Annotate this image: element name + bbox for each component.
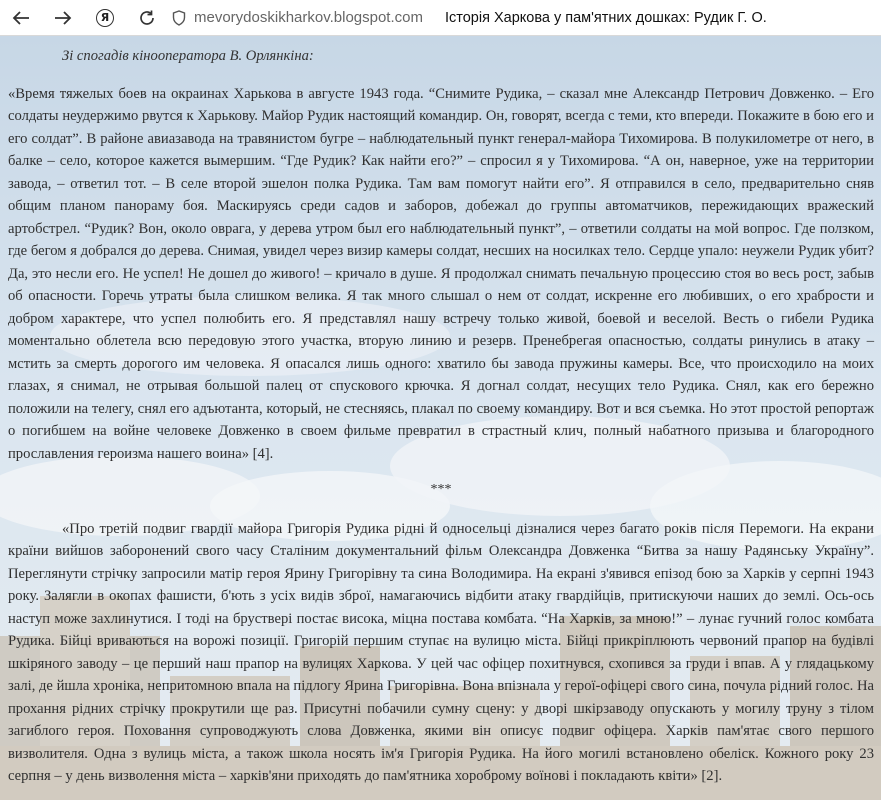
address-bar[interactable] [172,4,767,32]
reload-icon[interactable] [136,7,158,29]
page-title: Історія Харкова у пам'ятних дошках: Рудик Г. О. [444,9,767,26]
browser-toolbar [0,0,881,36]
yandex-icon[interactable] [94,7,116,29]
yandex-letter: Я [96,9,114,27]
quote-paragraph-ukrainian: «Про третій подвиг гвардії майора Григорія Рудика рідні й односельці дізналися через багато років після Перемоги. На екрани країни вийшов заборонений свого часу Сталіним документальний фільм Олександра Довженка “Битва за нашу Радянську Україну”. Переглянути стрічку запросили матір героя Ярину Григорівну та сина Володимира. На екрані з'явився епізод бою за Харків у серпні 1943 року. Залягли в окопах фашисти, б'ють з усіх видів зброї, намагаючись відбити атаку гвардійців, притискуючи наших до землі. Ось-ось наступ може захлинутися. І тоді на бруствері постає висока, міцна постава комбата. “На Харків, за мною!” – лунає гучний голос комбата Рудика. Бійці вриваються на ворожі позиції. Григорій першим ступає на вулицю міста. Бійці прикріплюють червоний прапор на будівлі шкіряного заводу – це перший наш прапор на вулицях Харкова. У цей час офіцер похитнувся, схопився за груди і впав. А у глядацькому залі, де йшла хроніка, непритомною впала на підлогу Ярина Григорівна. Вона впізнала у герої-офіцері свого сина, почула рідний голос. На прохання рідних стрічку прокрутили ще раз. Присутні побачили сумну сцену: у дворі шкірзаводу опускають у могилу труну з тілом загиблого героя. Поховання супроводжують слова Довженка, якими він описує подвиг офіцера. Харків пам'ятає свого першого визволителя. Одна з вулиць міста, а також школа носять ім'я Григорія Рудика. На його могилі встановлено обеліск. Кожного року 23 серпня – у день визволення міста – харків'яни приходять до пам'ятника хороброму воїнові і покладають квіти» [2]. [8,520,874,784]
back-arrow-icon[interactable] [10,7,32,29]
article-body [8,36,874,788]
page-content [0,36,881,800]
section-separator: *** [430,482,452,497]
url-text: mevorydoskikharkov.blogspot.com [194,9,423,26]
memoir-caption: Зі спогадів кінооператора В. Орлянкіна: [62,48,314,64]
forward-arrow-icon[interactable] [52,7,74,29]
quote-paragraph-russian: «Время тяжелых боев на окраинах Харькова в августе 1943 года. “Снимите Рудика, – сказал мне Александр Петрович Довженко. – Его солдаты неудержимо рвутся к Харькову. Майор Рудик настоящий командир. Он, говорят, всегда с теми, кто впереди. Покажите в бою его и его солдат”. В районе авиазавода на травянистом бугре – наблюдательный пункт генерал-майора Тихомирова. В полукилометре от него, в балке – село, которое кажется вымершим. “Где Рудик? Как найти его?” – спросил я у Тихомирова. “А он, наверное, уже на территории завода, – ответил тот. – В селе второй эшелон полка Рудика. Там вам помогут найти его”. Я отправился в село, предварительно сняв общим планом панораму боя. Маскируясь среди садов и заборов, добежал до группы автоматчиков, пережидающих вражеский артобстрел. “Рудик? Вон, около оврага, у дерева утром был его наблюдательный пункт”, – ответили солдаты на мой вопрос. Где ползком, где бегом я добрался до дерева. Снимая, увидел через визир камеры солдат, несших на носилках тело. Сердце упало: неужели Рудик убит? Да, это несли его. Не успел! Не дошел до живого! – кричало в душе. Я продолжал снимать печальную процессию стоя во весь рост, забыв об опасности. Горечь утраты была слишком велика. Я так много слышал о нем от солдат, искренне его любивших, о его храбрости и добром характере, что успел полюбить его. Я представлял нашу встречу только живой, боевой и веселой. Весть о гибели Рудика моментально облетела всю передовую этого участка, вторую линию и резерв. Пренебрегая опасностью, солдаты ринулись в атаку – мстить за смерть дорогого им человека. Я опасался лишь одного: хватило бы завода пружины камеры. Все, что происходило на моих глазах, я снимал, не отрывая большой палец от спускового крючка. Я догнал солдат, несущих тело Рудика. Снял, как его бережно положили на телегу, снял его адъютанта, который, не стесняясь, плакал по своему командиру. Вот и вся съемка. Но этот простой репортаж о погибшем на войне человеке Довженко в своем фильме превратил в страстный клич, полный набатного призыва и благородного прославления героизма нашего воина» [4]. [8,85,874,462]
shield-icon [172,10,186,26]
